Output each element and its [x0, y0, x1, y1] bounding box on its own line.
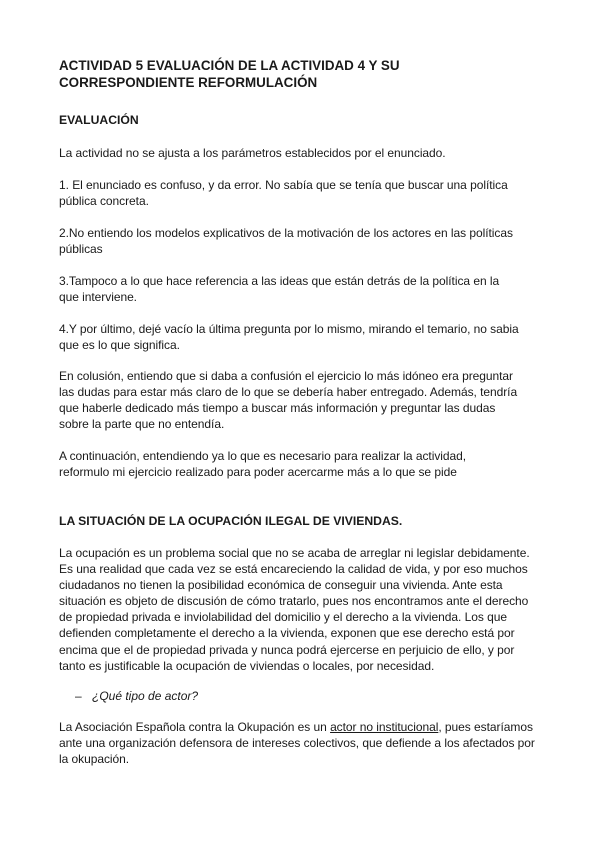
paragraph-line: de propiedad privada e inviolabilidad del domicilio y el derecho a la vivienda. Los que	[59, 610, 507, 625]
paragraph-line: que interviene.	[59, 290, 137, 305]
intro-paragraph	[59, 145, 551, 161]
final-text-before: La Asociación Española contra la Okupación es un	[59, 720, 331, 734]
continuation-paragraph	[59, 448, 551, 480]
paragraph-line: La ocupación es un problema social que no se acaba de arreglar ni legislar debidamente.	[59, 546, 530, 560]
paragraph-line: defienden completamente el derecho a la vivienda, exponen que ese derecho está por	[59, 626, 515, 641]
paragraph-line: 2.No entiendo los modelos explicativos de la motivación de los actores en las políticas	[59, 226, 513, 240]
paragraph-line: reformulo mi ejercicio realizado para poder acercarme más a lo que se pide	[59, 465, 457, 480]
point-4-paragraph	[59, 321, 551, 353]
paragraph-line: encima que el de propiedad privada y nunca podrá ejercerse en perjuicio de ello, y por	[59, 642, 515, 657]
paragraph-line: la okupación.	[59, 752, 130, 767]
paragraph-line: 1. El enunciado es confuso, y da error. No sabía que se tenía que buscar una política	[59, 178, 508, 192]
actor-question: ¿Qué tipo de actor?	[92, 689, 199, 703]
paragraph-line: sobre la parte que no entendía.	[59, 417, 225, 432]
paragraph-line: A continuación, entendiendo ya lo que es necesario para realizar la actividad,	[59, 449, 467, 463]
paragraph-line: que es lo que significa.	[59, 338, 180, 353]
paragraph-line: Es una realidad que cada vez se está encareciendo la calidad de vida, y por eso muchos	[59, 562, 528, 577]
title-line: ACTIVIDAD 5 EVALUACIÓN DE LA ACTIVIDAD 4 Y SU	[59, 58, 400, 73]
paragraph-line: situación es objeto de discusión de cómo tratarlo, pues nos encontramos ante el derecho	[59, 594, 529, 609]
paragraph-line: 3.Tampoco a lo que hace referencia a las ideas que están detrás de la política en la	[59, 274, 500, 288]
paragraph-line: tanto es justificable la ocupación de viviendas o locales, por necesidad.	[59, 658, 435, 673]
point-1-paragraph	[59, 177, 551, 209]
point-3-paragraph	[59, 273, 551, 305]
underlined-term: actor no institucional	[330, 720, 439, 734]
final-paragraph	[59, 719, 551, 767]
point-2-paragraph	[59, 225, 551, 257]
paragraph-line: que haberle dedicado más tiempo a buscar más información y preguntar las dudas	[59, 401, 496, 416]
evaluation-heading: EVALUACIÓN	[59, 113, 139, 127]
paragraph-line: pública concreta.	[59, 194, 149, 209]
paragraph-line: ciudadanos no tienen la posibilidad económica de conseguir una vivienda. Ante esta	[59, 578, 503, 593]
paragraph-line: 4.Y por último, dejé vacío la última pregunta por lo mismo, mirando el temario, no sabia	[59, 322, 519, 336]
paragraph-line: La actividad no se ajusta a los parámetros establecidos por el enunciado.	[59, 146, 446, 160]
bullet-dash: –	[75, 689, 82, 703]
section-heading: LA SITUACIÓN DE LA OCUPACIÓN ILEGAL DE VIVIENDAS.	[59, 514, 403, 528]
question-bullet	[75, 688, 198, 704]
paragraph-line	[59, 719, 551, 735]
final-text-after: , pues estaríamos	[438, 720, 533, 734]
document-title	[59, 57, 559, 91]
conclusion-paragraph	[59, 368, 551, 432]
paragraph-line: públicas	[59, 242, 103, 257]
paragraph-line: ante una organización defensora de intereses colectivos, que defiende a los afectados por	[59, 736, 535, 751]
paragraph-line: En colusión, entiendo que si daba a confusión el ejercicio lo más idóneo era preguntar	[59, 369, 513, 383]
title-line: CORRESPONDIENTE REFORMULACIÓN	[59, 75, 318, 90]
paragraph-line: las dudas para estar más claro de lo que se debería haber entregado. Además, tendría	[59, 385, 518, 400]
section-body-paragraph	[59, 545, 551, 674]
